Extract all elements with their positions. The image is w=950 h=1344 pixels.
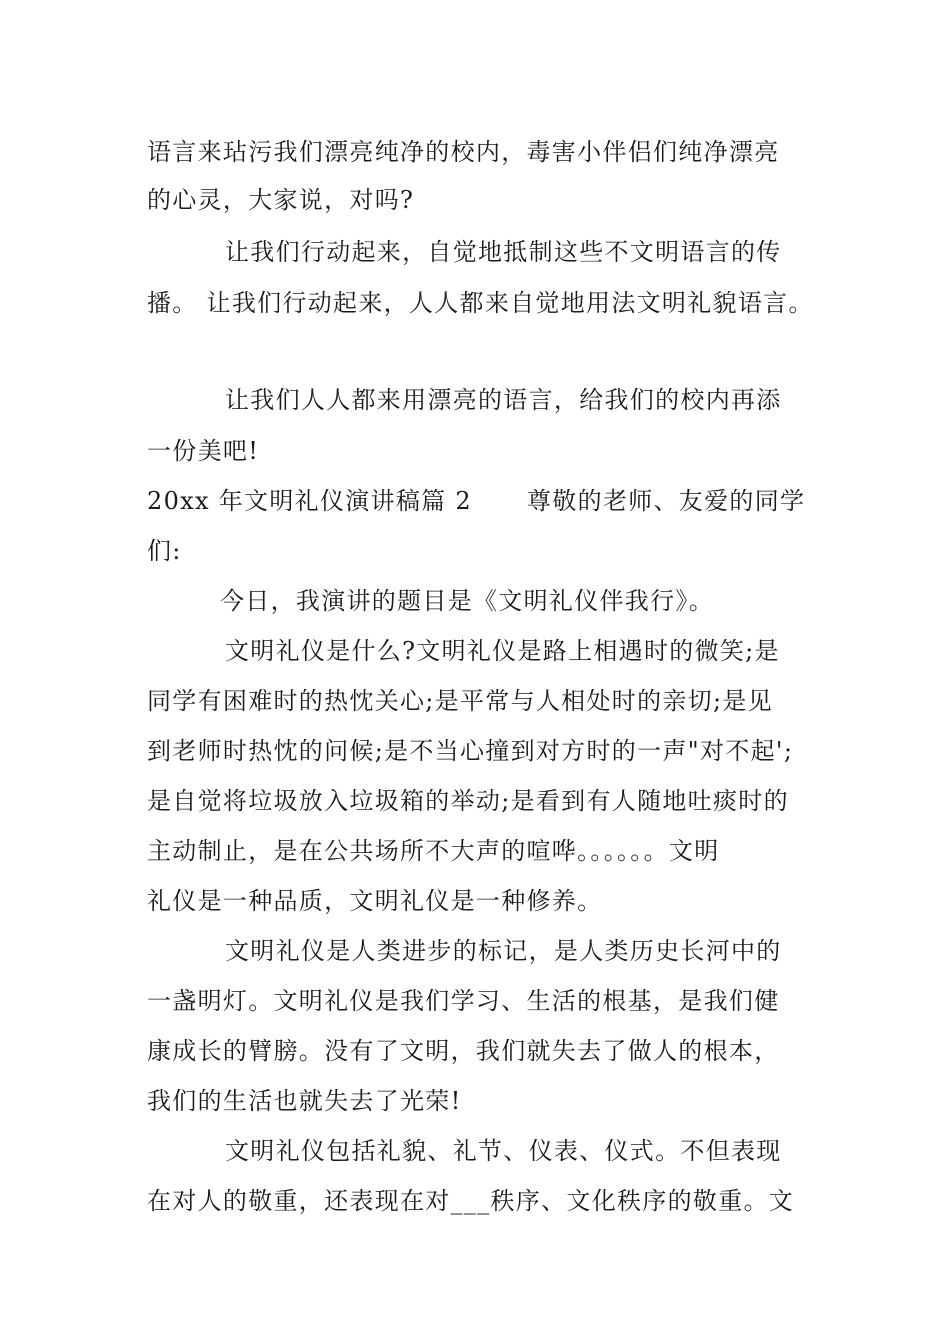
- text-line: 同学有困难时的热忱关心;是平常与人相处时的亲切;是见: [147, 687, 773, 715]
- text-line: 到老师时热忱的问候;是不当心撞到对方时的一声"对不起';: [147, 737, 794, 765]
- text-line: 的心灵，大家说，对吗?: [147, 186, 415, 214]
- text-line: 让我们行动起来，自觉地抵制这些不文明语言的传: [225, 238, 782, 266]
- text-line: 一份美吧!: [147, 437, 260, 465]
- text-line: 文明礼仪包括礼貌、礼节、仪表、仪式。不但表现: [225, 1137, 782, 1165]
- text-line: 今日，我演讲的题目是《文明礼仪伴我行》。: [220, 587, 714, 615]
- text-line: 礼仪是一种品质，文明礼仪是一种修养。: [147, 887, 603, 915]
- text-line: 们:: [147, 537, 182, 565]
- section-heading: 20xx 年文明礼仪演讲稿篇 2: [147, 487, 472, 515]
- text-line: 康成长的臂膀。没有了文明，我们就失去了做人的根本，: [147, 1037, 780, 1065]
- text-line: 是自觉将垃圾放入垃圾箱的举动;是看到有人随地吐痰时的: [147, 787, 789, 815]
- text-line: 在对人的敬重，还表现在对___秩序、文化秩序的敬重。文: [147, 1187, 795, 1215]
- text-line: 我们的生活也就失去了光荣!: [147, 1087, 462, 1115]
- text-line: 主动制止，是在公共场所不大声的喧哗。。。。。。文明: [147, 837, 720, 865]
- text-line: 播。 让我们行动起来，人人都来自觉地用法文明礼貌语言。: [147, 289, 814, 317]
- text-line: 让我们人人都来用漂亮的语言，给我们的校内再添: [225, 386, 782, 414]
- salutation: 尊敬的老师、友爱的同学: [527, 487, 806, 515]
- text-line: 文明礼仪是什么?文明礼仪是路上相遇时的微笑;是: [225, 637, 780, 665]
- text-line: 一盏明灯。文明礼仪是我们学习、生活的根基，是我们健: [147, 987, 780, 1015]
- text-line: 语言来玷污我们漂亮纯净的校内，毒害小伴侣们纯净漂亮: [147, 138, 780, 166]
- text-line: 文明礼仪是人类进步的标记，是人类历史长河中的: [225, 937, 782, 965]
